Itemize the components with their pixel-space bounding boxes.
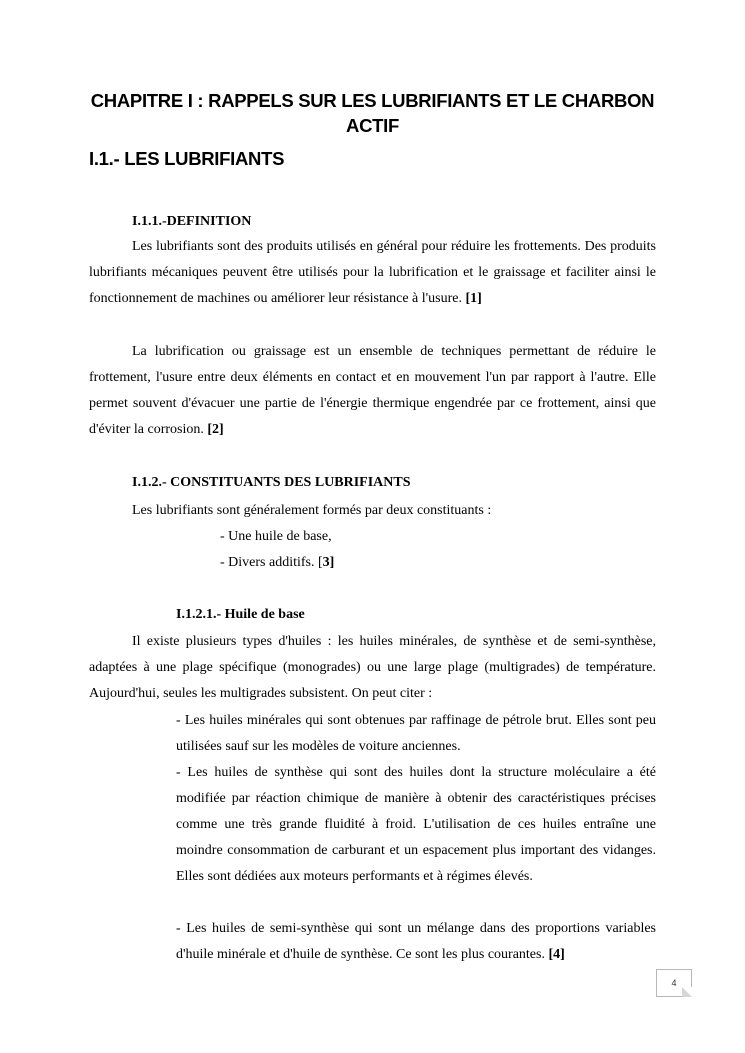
definition-heading: I.1.1.-DEFINITION xyxy=(132,214,252,229)
chapter-title-line-2: ACTIF xyxy=(346,115,399,136)
oil-type-semi-synthetic xyxy=(176,916,656,968)
base-oil-heading: I.1.2.1.- Huile de base xyxy=(176,607,305,622)
base-oil-intro: Il existe plusieurs types d'huiles : les huiles minérales, de synthèse et de semi-synthèse, adaptées à une plage spécifique (monogrades) ou une large plage (multigrades) de température. Aujourd'hui, seules les multigrades subsistent. On peut citer : xyxy=(89,634,656,701)
section-title: I.1.- LES LUBRIFIANTS xyxy=(89,148,285,169)
constituent-item-additives xyxy=(220,554,334,572)
chapter-title-line-1: CHAPITRE I : RAPPELS SUR LES LUBRIFIANTS ET LE CHARBON xyxy=(90,90,655,111)
constituent-item-additives-text: - Divers additifs. [ xyxy=(220,555,323,570)
reference-2: [2] xyxy=(207,422,224,437)
page-number-value: 4 xyxy=(671,978,677,988)
page-curl-decoration xyxy=(682,987,692,997)
oil-type-mineral: - Les huiles minérales qui sont obtenues par raffinage de pétrole brut. Elles sont peu utilisées sauf sur les modèles de voiture anciennes. xyxy=(176,713,656,754)
definition-paragraph-2-text: La lubrification ou graissage est un ensemble de techniques permettant de réduire le frottement, l'usure entre deux éléments en contact et en mouvement l'un par rapport à l'autre. Elle permet souvent d'évacuer une partie de l'énergie thermique engendrée par ce frottement, ainsi que d'éviter la corrosion. xyxy=(89,344,656,437)
reference-3: 3] xyxy=(322,555,335,570)
oil-type-semi-synthetic-text: - Les huiles de semi-synthèse qui sont un mélange dans des proportions variables d'huile minérale et d'huile de synthèse. Ce sont les plus courantes. xyxy=(176,921,656,962)
constituents-heading: I.1.2.- CONSTITUANTS DES LUBRIFIANTS xyxy=(132,475,411,490)
reference-1: [1] xyxy=(465,291,482,306)
page-number xyxy=(656,969,692,997)
constituent-item-base-oil: - Une huile de base, xyxy=(220,529,332,544)
constituents-intro: Les lubrifiants sont généralement formés par deux constituants : xyxy=(132,503,492,518)
definition-paragraph-1 xyxy=(89,234,656,312)
definition-paragraph-1-text: Les lubrifiants sont des produits utilisés en général pour réduire les frottements. Des produits lubrifiants mécaniques peuvent être utilisés pour la lubrification et le graissage et faciliter ainsi le fonctionnement de machines ou améliorer leur résistance à l'usure. xyxy=(89,239,656,306)
definition-paragraph-2 xyxy=(89,339,656,443)
reference-4: [4] xyxy=(548,947,565,962)
oil-type-synthetic: - Les huiles de synthèse qui sont des huiles dont la structure moléculaire a été modifiée par réaction chimique de manière à obtenir des caractéristiques précises comme une très grande fluidité à froid. L'utilisation de ces huiles entraîne une moindre consommation de carburant et un espacement plus important des vidanges. Elles sont dédiées aux moteurs performants et à régimes élevés. xyxy=(176,765,656,884)
chapter-title xyxy=(89,88,656,138)
